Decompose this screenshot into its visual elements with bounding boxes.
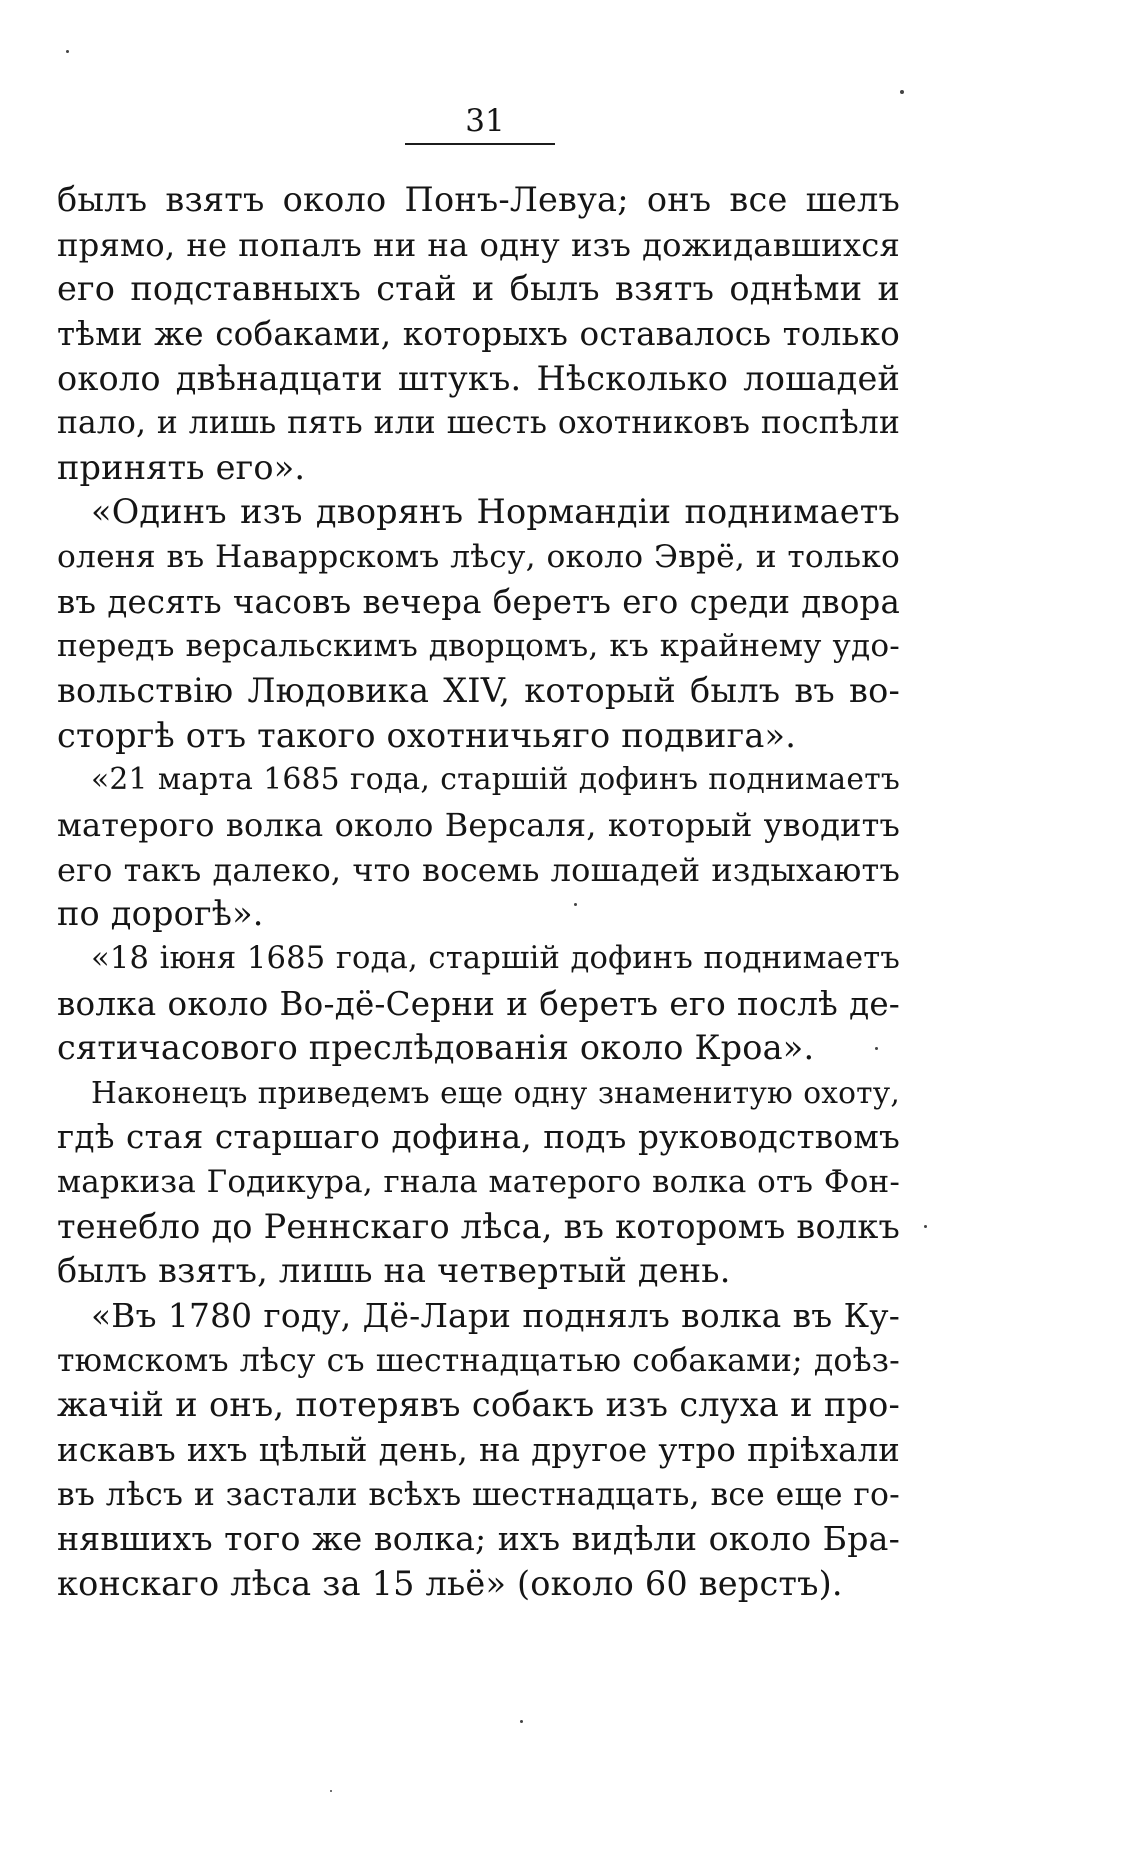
page-number: 31 — [465, 103, 505, 139]
text-line: былъ взятъ около Понъ-Левуа; онъ все шелъ — [57, 180, 900, 219]
scan-speck — [900, 90, 904, 94]
text-line: сятичасового преслѣдованія около Кроа». — [57, 1028, 815, 1068]
page-number-rule — [405, 143, 555, 145]
text-line: искавъ ихъ цѣлый день, на другое утро пріѣхали — [57, 1430, 900, 1469]
scan-speck — [924, 1225, 927, 1228]
text-line: тѣми же собаками, которыхъ оставалось только — [57, 314, 900, 353]
text-line: въ лѣсъ и застали всѣхъ шестнадцать, все еще го- — [57, 1476, 900, 1513]
text-line: маркиза Годикура, гнала матерого волка отъ Фон- — [57, 1164, 900, 1201]
text-line: сторгѣ отъ такого охотничьяго подвига». — [57, 715, 797, 755]
text-line: по дорогѣ». — [57, 894, 264, 934]
text-line: конскаго лѣса за 15 льё» (около 60 верстъ). — [57, 1563, 843, 1603]
scan-speck — [574, 903, 577, 906]
text-line: передъ версальскимъ дворцомъ, къ крайнему удо- — [57, 628, 900, 665]
text-line: его подставныхъ стай и былъ взятъ однѣми и — [57, 269, 900, 309]
body-text — [57, 178, 900, 1607]
text-line: Наконецъ приведемъ еще одну знаменитую охоту, — [91, 1075, 900, 1110]
scan-speck — [66, 50, 69, 53]
text-line: «Въ 1780 году, Дё-Лари поднялъ волка въ Ку- — [91, 1297, 900, 1336]
scan-speck — [520, 1720, 523, 1723]
text-line: матерого волка около Версаля, который уводитъ — [57, 805, 900, 844]
text-line: прямо, не попалъ ни на одну изъ дожидавшихся — [57, 225, 900, 264]
scan-speck — [330, 1790, 332, 1792]
text-line: нявшихъ того же волка; ихъ видѣли около Бра- — [57, 1519, 900, 1559]
text-line: волка около Во-дё-Серни и беретъ его послѣ де- — [57, 984, 900, 1023]
text-line: тюмскомъ лѣсу съ шестнадцатью собаками; доѣз- — [57, 1342, 900, 1379]
text-line: былъ взятъ, лишь на четвертый день. — [57, 1251, 731, 1291]
text-line: «21 марта 1685 года, старшій дофинъ поднимаетъ — [91, 762, 900, 798]
text-line: около двѣнадцати штукъ. Нѣсколько лошадей — [57, 358, 900, 398]
text-line: принять его». — [57, 447, 306, 487]
text-line: тенебло до Реннскаго лѣса, въ которомъ волкъ — [57, 1206, 900, 1246]
scan-speck — [875, 1047, 878, 1050]
text-line: гдѣ стая старшаго дофина, подъ руководствомъ — [57, 1118, 900, 1157]
text-line: жачій и онъ, потерявъ собакъ изъ слуха и про- — [57, 1385, 900, 1425]
text-line: «18 іюня 1685 года, старшій дофинъ поднимаетъ — [91, 940, 900, 976]
text-line: пало, и лишь пять или шесть охотниковъ поспѣли — [57, 405, 900, 442]
text-line: въ десять часовъ вечера беретъ его среди двора — [57, 582, 900, 621]
text-line: вольствію Людовика XIV, который былъ въ во- — [57, 671, 900, 711]
text-line: оленя въ Наваррскомъ лѣсу, около Эврё, и только — [57, 539, 900, 576]
text-line: «Одинъ изъ дворянъ Нормандіи поднимаетъ — [91, 492, 900, 532]
text-line: его такъ далеко, что восемь лошадей издыхаютъ — [57, 850, 900, 889]
